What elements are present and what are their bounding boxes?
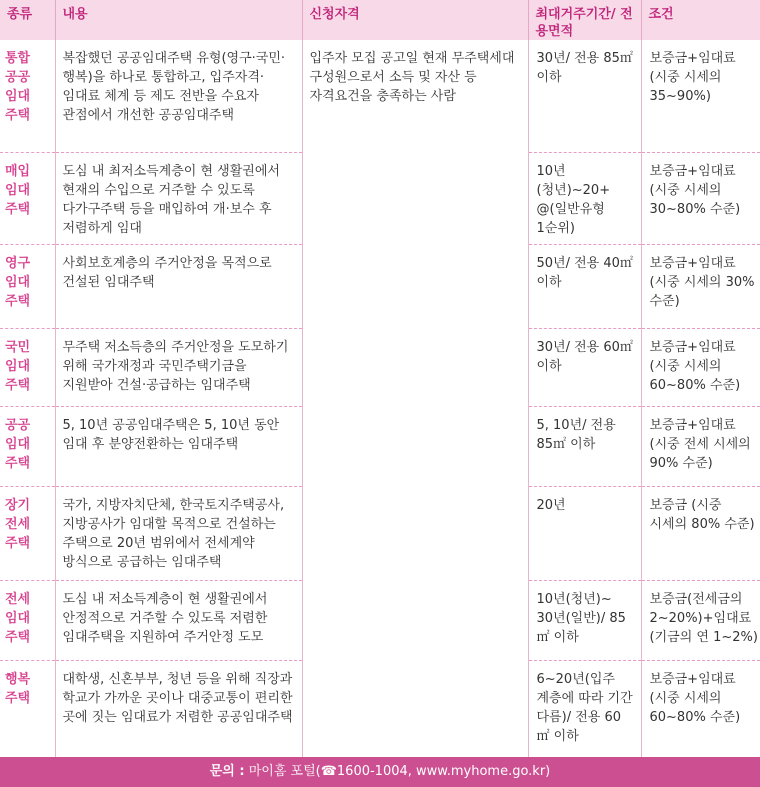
row-period: 5, 10년/ 전용 85㎡ 이하 <box>528 406 641 486</box>
row-type: 매입 임대 주택 <box>0 152 55 244</box>
row-period: 6~20년(입주 계층에 따라 기간 다름)/ 전용 60㎡ 이하 <box>528 660 641 758</box>
row-period: 50년/ 전용 40㎡ 이하 <box>528 244 641 328</box>
row-period: 20년 <box>528 486 641 580</box>
row-condition: 보증금 (시중 시세의 80% 수준) <box>641 486 760 580</box>
row-type: 통합 공공 임대 주택 <box>0 40 55 152</box>
row-period: 10년 (청년)~20+ @(일반유형 1순위) <box>528 152 641 244</box>
row-period: 30년/ 전용 85㎡ 이하 <box>528 40 641 152</box>
header-period: 최대거주기간/ 전용면적 <box>528 0 641 40</box>
row-condition: 보증금+임대료 (시중 시세의 35~90%) <box>641 40 760 152</box>
row-condition: 보증금+임대료 (시중 시세의 60~80% 수준) <box>641 328 760 406</box>
header-content: 내용 <box>55 0 302 40</box>
row-type: 공공 임대 주택 <box>0 406 55 486</box>
row-content: 도심 내 최저소득계층이 현 생활권에서 현재의 수입으로 거주할 수 있도록 다가구주택 등을 매입하여 개·보수 후 저렴하게 임대 <box>55 152 302 244</box>
row-condition: 보증금+임대료 (시중 시세의 30~80% 수준) <box>641 152 760 244</box>
header-type: 종류 <box>0 0 55 40</box>
row-content: 도심 내 저소득계층이 현 생활권에서 안정적으로 거주할 수 있도록 저렴한 임대주택을 지원하여 주거안정 도모 <box>55 580 302 660</box>
row-condition: 보증금(전세금의 2~20%)+임대료 (기금의 연 1~2%) <box>641 580 760 660</box>
table-row <box>0 40 760 152</box>
header-qualification: 신청자격 <box>302 0 528 40</box>
contact-footer <box>0 757 760 787</box>
row-content: 5, 10년 공공임대주택은 5, 10년 동안 임대 후 분양전환하는 임대주택 <box>55 406 302 486</box>
row-condition: 보증금+임대료 (시중 전세 시세의 90% 수준) <box>641 406 760 486</box>
row-type: 국민 임대 주택 <box>0 328 55 406</box>
header-condition: 조건 <box>641 0 760 40</box>
qualification-cell: 입주자 모집 공고일 현재 무주택세대 구성원으로서 소득 및 자산 등 자격요건을 충족하는 사람 <box>302 40 528 758</box>
table-header-row <box>0 0 760 40</box>
row-period: 10년(청년)~ 30년(일반)/ 85㎡ 이하 <box>528 580 641 660</box>
contact-info[interactable]: 마이홈 포털(☎1600-1004, www.myhome.go.kr) <box>244 764 551 779</box>
row-content: 복잡했던 공공임대주택 유형(영구·국민·행복)을 하나로 통합하고, 입주자격·임대료 체계 등 제도 전반을 수요자 관점에서 개선한 공공임대주택 <box>55 40 302 152</box>
row-condition: 보증금+임대료 (시중 시세의 60~80% 수준) <box>649 671 741 725</box>
row-content: 사회보호계층의 주거안정을 목적으로 건설된 임대주택 <box>55 244 302 328</box>
row-content: 무주택 저소득층의 주거안정을 도모하기 위해 국가재정과 국민주택기금을 지원받아 건설·공급하는 임대주택 <box>55 328 302 406</box>
row-type: 전세 임대 주택 <box>0 580 55 660</box>
row-content: 국가, 지방자치단체, 한국토지주택공사, 지방공사가 임대할 목적으로 건설하는 주택으로 20년 범위에서 전세계약 방식으로 공급하는 임대주택 <box>55 486 302 580</box>
row-content: 대학생, 신혼부부, 청년 등을 위해 직장과 학교가 가까운 곳이나 대중교통이 편리한 곳에 짓는 임대료가 저렴한 공공임대주택 <box>55 660 302 758</box>
row-period: 30년/ 전용 60㎡ 이하 <box>528 328 641 406</box>
contact-label: 문의 : <box>209 764 245 779</box>
row-condition: 보증금+임대료 (시중 시세의 30% 수준) <box>641 244 760 328</box>
row-type: 영구 임대 주택 <box>0 244 55 328</box>
row-type: 장기 전세 주택 <box>0 486 55 580</box>
row-type: 행복 주택 <box>0 660 55 758</box>
